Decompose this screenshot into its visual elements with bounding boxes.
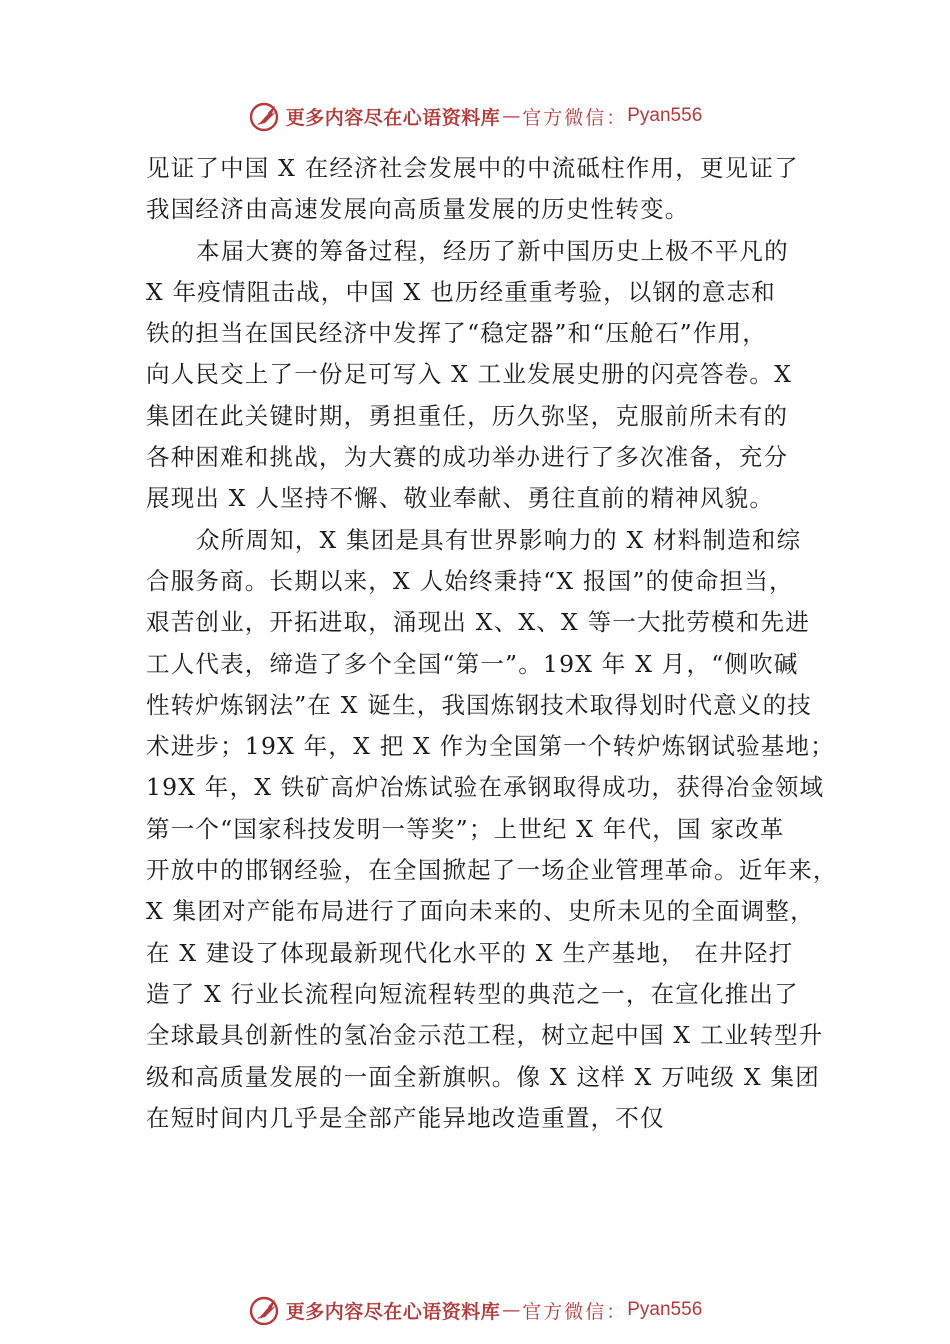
paragraph-start-line: 众所周知，X 集团是具有世界影响力的 X 材料制造和综 xyxy=(196,525,802,554)
text-line: 19X 年，X 铁矿高炉冶炼试验在承钢取得成功，获得冶金领域 xyxy=(146,773,825,802)
text-line: 我国经济由高速发展向高质量发展的历史性转变。 xyxy=(146,195,690,224)
text-line: 开放中的邯钢经验，在全国掀起了一场企业管理革命。近年来， xyxy=(146,856,838,885)
text-line: 级和高质量发展的一面全新旗帜。像 X 这样 X 万吨级 X 集团 xyxy=(146,1062,820,1091)
text-line: 造了 X 行业长流程向短流程转型的典范之一，在宣化推出了 xyxy=(146,979,799,1008)
footer-banner xyxy=(0,1290,950,1330)
text-line: X 年疫情阻击战，中国 X 也历经重重考验，以钢的意志和 xyxy=(146,277,776,306)
text-line: 全球最具创新性的氢冶金示范工程，树立起中国 X 工业转型升 xyxy=(146,1021,824,1050)
banner-separator: — xyxy=(502,1299,521,1321)
text-line: 在短时间内几乎是全部产能异地改造重置，不仅 xyxy=(146,1103,665,1132)
text-line: 向人民交上了一份足可写入 X 工业发展史册的闪亮答卷。X xyxy=(146,360,792,389)
banner-brand: 更多内容尽在心语资料库 xyxy=(285,106,501,129)
quill-logo-icon xyxy=(248,1293,282,1327)
banner-brand: 更多内容尽在心语资料库 xyxy=(285,1300,501,1323)
text-line: 艰苦创业，开拓进取，涌现出 X、X、X 等一大批劳模和先进 xyxy=(146,608,810,637)
text-line: 第一个“国家科技发明一等奖”；上世纪 X 年代，国 家改革 xyxy=(146,814,785,843)
text-line: 合服务商。长期以来，X 人始终秉持“X 报国”的使命担当， xyxy=(146,566,794,595)
banner-wechat-label: 官方微信： xyxy=(522,106,628,129)
banner-account: Pyan556 xyxy=(627,1299,703,1320)
text-line: 见证了中国 X 在经济社会发展中的中流砥柱作用，更见证了 xyxy=(146,154,799,182)
banner-separator: — xyxy=(502,105,521,127)
text-line: 性转炉炼钢法”在 X 诞生，我国炼钢技术取得划时代意义的技 xyxy=(146,690,812,719)
text-line: 术进步；19X 年，X 把 X 作为全国第一个转炉炼钢试验基地； xyxy=(146,732,835,761)
document-body xyxy=(146,148,846,1139)
paragraph-start-line: 本届大赛的筹备过程，经历了新中国历史上极不平凡的 xyxy=(196,236,789,265)
text-line: 在 X 建设了体现最新现代化水平的 X 生产基地， 在井陉打 xyxy=(146,938,794,967)
text-line: 集团在此关键时期，勇担重任，历久弥坚，克服前所未有的 xyxy=(146,401,789,430)
banner-wechat-label: 官方微信： xyxy=(522,1300,628,1323)
text-line: 铁的担当在国民经济中发挥了“稳定器”和“压舱石”作用， xyxy=(146,319,767,348)
text-line: 工人代表，缔造了多个全国“第一”。19X 年 X 月，“侧吹碱 xyxy=(146,649,799,678)
text-line: X 集团对产能布局进行了面向未来的、史所未见的全面调整， xyxy=(146,897,815,926)
text-line: 各种困难和挑战，为大赛的成功举办进行了多次准备，充分 xyxy=(146,443,789,472)
text-line: 展现出 X 人坚持不懈、敬业奉献、勇往直前的精神风貌。 xyxy=(146,484,775,513)
banner-account: Pyan556 xyxy=(627,105,703,126)
quill-logo-icon xyxy=(248,99,282,133)
header-banner xyxy=(0,96,950,136)
